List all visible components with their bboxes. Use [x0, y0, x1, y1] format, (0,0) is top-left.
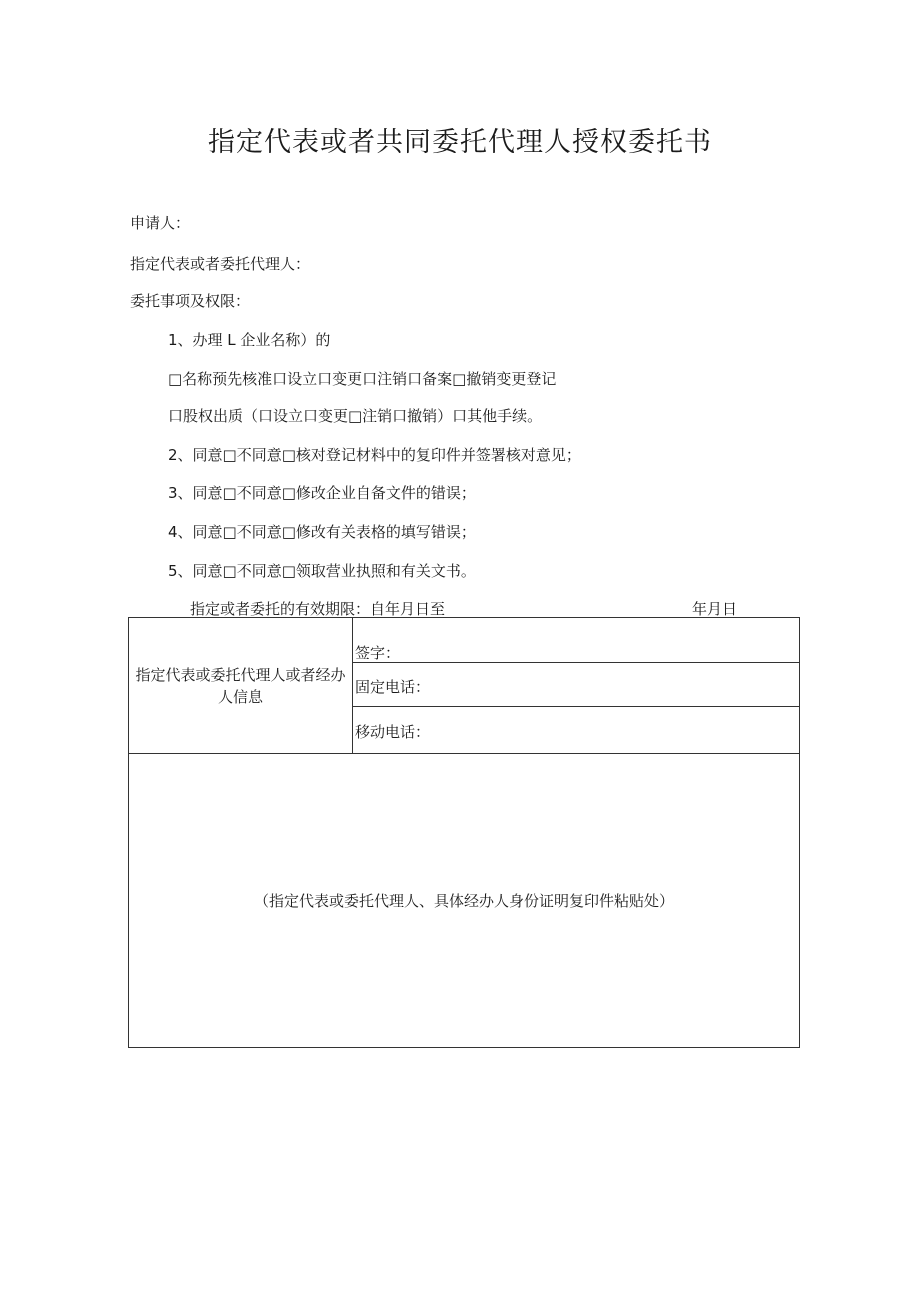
agent-info-label-text: 指定代表或委托代理人或者经办人信息: [135, 665, 346, 706]
mobile-field[interactable]: [353, 707, 799, 753]
item-2: 2、同意□不同意□核对登记材料中的复印件并签署核对意见；: [168, 446, 581, 464]
applicant-label: 申请人：: [130, 214, 191, 232]
agent-info-label: [129, 618, 353, 753]
id-copy-paste-area: （指定代表或委托代理人、具体经办人身份证明复印件粘贴处）: [253, 892, 674, 910]
landline-field[interactable]: [353, 663, 799, 707]
item-4: 4、同意□不同意□修改有关表格的填写错误；: [168, 523, 476, 541]
landline-label: 固定电话：: [355, 678, 431, 696]
agent-info-table: [128, 617, 800, 1048]
signature-label: 签字：: [355, 644, 401, 662]
item-1-equity-options: 口股权出质（口设立口变更□注销口撤销）口其他手续。: [168, 407, 543, 425]
item-5: 5、同意□不同意□领取营业执照和有关文书。: [168, 562, 476, 580]
mobile-label: 移动电话：: [355, 723, 431, 741]
item-3: 3、同意□不同意□修改企业自备文件的错误；: [168, 484, 476, 502]
scope-label: 委托事项及权限：: [130, 292, 251, 310]
agent-label: 指定代表或者委托代理人：: [130, 255, 311, 273]
validity-period: 指定或者委托的有效期限：自年月日至: [190, 600, 446, 618]
table-divider: [129, 753, 799, 754]
document-title: 指定代表或者共同委托代理人授权委托书: [208, 127, 712, 158]
signature-field[interactable]: [353, 618, 799, 663]
validity-end-date: 年月日: [692, 600, 738, 618]
item-1-options: □名称预先核准口设立口变更口注销口备案□撤销变更登记: [168, 370, 557, 388]
item-1: 1、办理 L 企业名称）的: [168, 331, 331, 349]
